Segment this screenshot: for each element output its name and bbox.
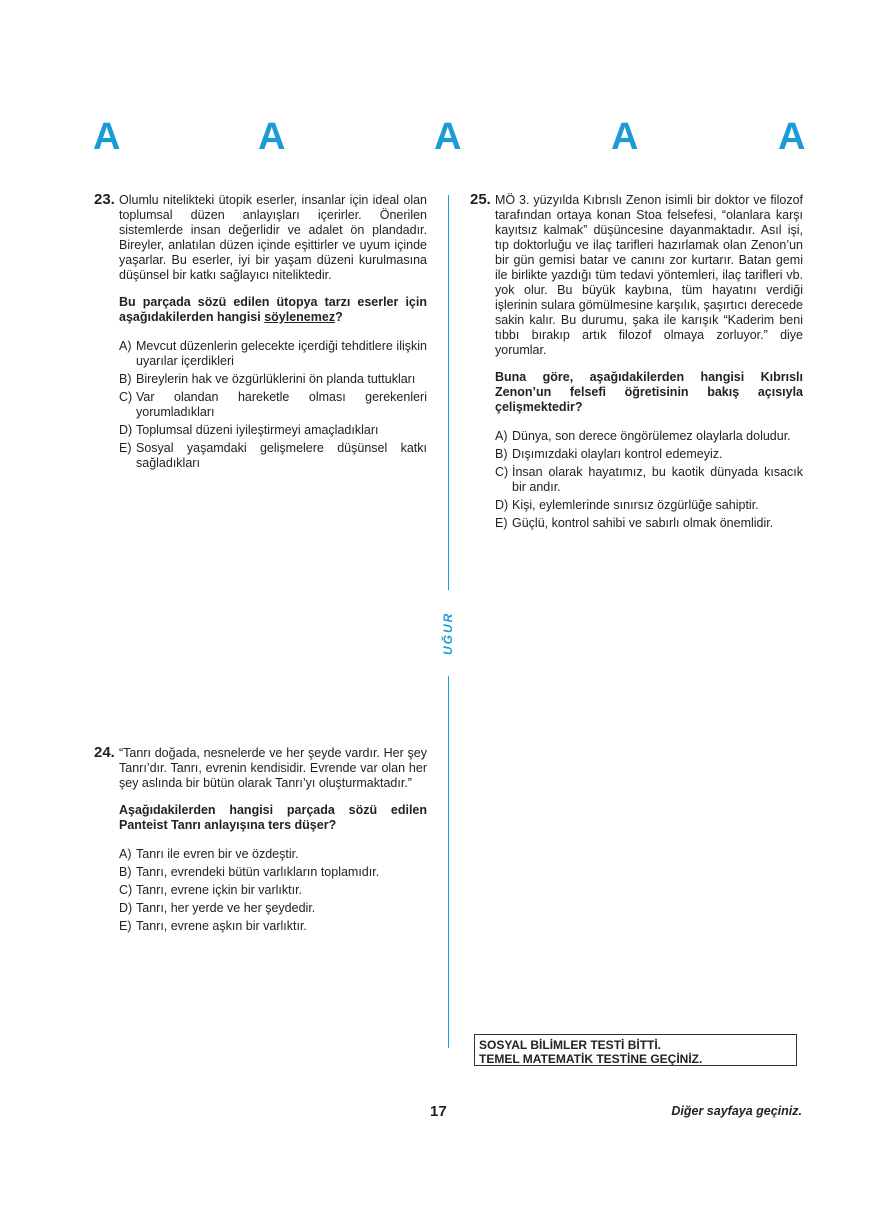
option-d[interactable]: [119, 901, 427, 916]
option-d[interactable]: [495, 498, 803, 513]
option-text: Dünya, son derece öngörülemez olaylarla doludur.: [512, 429, 791, 443]
option-c[interactable]: [495, 465, 803, 495]
option-letter: C): [119, 390, 133, 404]
question-23: [94, 193, 427, 474]
booklet-letter: A: [258, 116, 286, 158]
test-end-notice: [474, 1034, 797, 1066]
option-letter: B): [495, 447, 508, 461]
stem-suffix: ?: [335, 310, 343, 324]
option-text: Tanrı, evrene içkin bir varlıktır.: [136, 883, 303, 897]
option-text: Mevcut düzenlerin gelecekte içerdiği tehditlere ilişkin uyarılar içerdikleri: [136, 339, 427, 368]
option-letter: C): [119, 883, 133, 897]
option-c[interactable]: [119, 883, 427, 898]
option-letter: A): [495, 429, 508, 443]
option-text: Kişi, eylemlerinde sınırsız özgürlüğe sahiptir.: [512, 498, 759, 512]
question-stem: Buna göre, aşağıdakilerden hangisi Kıbrıslı Zenon’un felsefi öğretisinin bakış açısıyla çelişmektedir?: [495, 370, 803, 414]
column-divider-bottom: [448, 676, 449, 1048]
options-list: [119, 339, 427, 471]
option-text: Dışımızdaki olayları kontrol edemeyiz.: [512, 447, 723, 461]
question-number: 25.: [470, 191, 491, 208]
options-list: [119, 847, 427, 934]
booklet-letter: A: [93, 116, 121, 158]
question-stem: Aşağıdakilerden hangisi parçada sözü edilen Panteist Tanrı anlayışına ters düşer?: [119, 803, 427, 832]
end-notice-line2: TEMEL MATEMATİK TESTİNE GEÇİNİZ.: [479, 1052, 703, 1066]
option-letter: D): [119, 901, 133, 915]
option-letter: A): [119, 847, 132, 861]
option-text: Sosyal yaşamdaki gelişmelere düşünsel katkı sağladıkları: [136, 441, 427, 470]
option-text: Tanrı, her yerde ve her şeydedir.: [136, 901, 316, 915]
next-page-notice: Diğer sayfaya geçiniz.: [671, 1104, 802, 1118]
question-25: [470, 193, 803, 534]
option-text: Tanrı, evrene aşkın bir varlıktır.: [136, 919, 307, 933]
brand-vertical-label: UĞUR: [441, 611, 455, 655]
end-notice-line1: SOSYAL BİLİMLER TESTİ BİTTİ.: [479, 1038, 662, 1052]
option-letter: D): [495, 498, 509, 512]
booklet-letter: A: [434, 116, 462, 158]
option-d[interactable]: [119, 423, 427, 438]
column-divider-top: [448, 195, 449, 590]
option-a[interactable]: [119, 339, 427, 369]
question-number: 23.: [94, 191, 115, 208]
question-number: 24.: [94, 744, 115, 761]
option-text: Tanrı ile evren bir ve özdeştir.: [136, 847, 299, 861]
option-c[interactable]: [119, 390, 427, 420]
option-letter: B): [119, 372, 132, 386]
option-letter: E): [119, 441, 132, 455]
option-e[interactable]: [119, 919, 427, 934]
option-text: İnsan olarak hayatımız, bu kaotik dünyada kısacık bir andır.: [512, 465, 803, 494]
stem-emphasis: söylenemez: [264, 310, 336, 324]
question-passage: Olumlu nitelikteki ütopik eserler, insanlar için ideal olan toplumsal düzen anlayışları içerirler. Önerilen sistemlerde insan değerlidir ve adalet ön plandadır. Bireyler, anlatılan düzen içinde eşittirler ve uyum içinde yaşarlar. Bu eserler, iyi bir yaşam düzeni kurulmasına düşünsel bir katkı sağlayıcı niteliktedir.: [119, 193, 427, 282]
option-text: Toplumsal düzeni iyileştirmeyi amaçladıkları: [136, 423, 379, 437]
option-text: Bireylerin hak ve özgürlüklerini ön planda tuttukları: [136, 372, 416, 386]
option-a[interactable]: [495, 429, 803, 444]
question-passage: MÖ 3. yüzyılda Kıbrıslı Zenon isimli bir doktor ve filozof tarafından ortaya konan Stoa felsefesi, “olanlara karşı kayıtsız kalmak” düşüncesine dayanmaktadır. Asıl işi, tıp doktorluğu ve ilaç tarifleri hazırlamak olan Zenon’un bir gün gemisi batar ve canını zor kurtarır. Batan gemi ile birlikte yazdığı tüm tedavi yöntemleri, ilaç tarifleri vb. yok olur. Bu büyük kaybına, tüm hayatını verdiği işlerinin sulara gömülmesine karşılık, şaşırtıcı derecede sakin kalır. Bu durumu, şaka ile karışık “Kaderim beni tıbbı bırakıp artık filozof olmaya zorluyor.” diye yorumlar.: [495, 193, 803, 357]
option-letter: A): [119, 339, 132, 353]
question-24: [94, 746, 427, 937]
booklet-letter: A: [611, 116, 639, 158]
option-b[interactable]: [495, 447, 803, 462]
option-text: Var olandan hareketle olması gerekenleri yorumladıkları: [136, 390, 427, 419]
options-list: [495, 429, 803, 531]
option-letter: E): [495, 516, 508, 530]
option-b[interactable]: [119, 372, 427, 387]
option-a[interactable]: [119, 847, 427, 862]
booklet-letter: A: [778, 116, 806, 158]
page-number: 17: [430, 1103, 447, 1120]
option-text: Tanrı, evrendeki bütün varlıkların toplamıdır.: [136, 865, 380, 879]
stem-text: Bu parçada sözü edilen ütopya tarzı eserler için aşağıdakilerden hangisi: [119, 295, 427, 324]
question-stem: [119, 295, 427, 325]
option-letter: C): [495, 465, 509, 479]
question-passage: “Tanrı doğada, nesnelerde ve her şeyde vardır. Her şey Tanrı’dır. Tanrı, evrenin kendisidir. Evrende var olan her şey aslında bir bütün olarak Tanrı’yı oluşturmaktadır.”: [119, 746, 427, 790]
option-text: Güçlü, kontrol sahibi ve sabırlı olmak önemlidir.: [512, 516, 774, 530]
option-letter: E): [119, 919, 132, 933]
option-letter: B): [119, 865, 132, 879]
option-e[interactable]: [119, 441, 427, 471]
option-letter: D): [119, 423, 133, 437]
option-b[interactable]: [119, 865, 427, 880]
option-e[interactable]: [495, 516, 803, 531]
